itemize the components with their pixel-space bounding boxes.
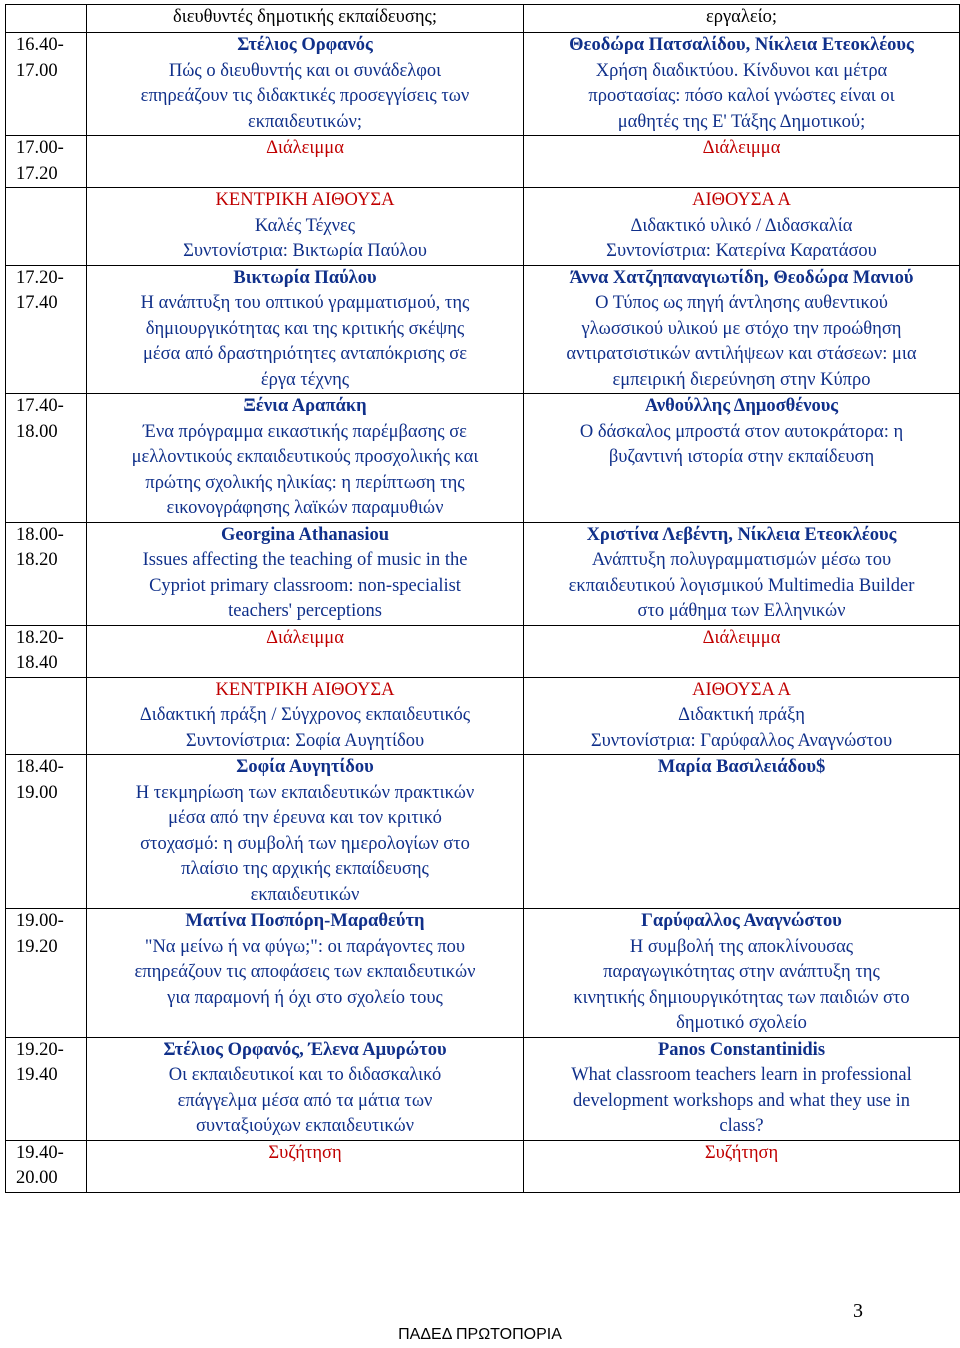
session-main-hall <box>87 394 524 523</box>
session-text-line: Οι εκπαιδευτικοί και το διδασκαλικό <box>168 1065 442 1085</box>
session-text-line: συνταξιούχων εκπαιδευτικών <box>195 1116 415 1136</box>
schedule-row <box>6 677 960 755</box>
session-text-line: Σοφία Αυγητίδου <box>236 757 374 777</box>
session-text-line: Γαρύφαλλος Αναγνώστου <box>641 911 842 931</box>
time-slot <box>6 755 87 909</box>
session-text-line: Cypriot primary classroom: non-specialist <box>149 575 461 596</box>
time-slot <box>6 265 87 394</box>
session-text-line: "Να μείνω ή να φύγω;": οι παράγοντες που <box>144 936 466 957</box>
schedule-row <box>6 909 960 1038</box>
session-room-a <box>524 33 960 136</box>
session-text-line: Ανθούλλης Δημοσθένους <box>644 396 839 416</box>
session-room-a <box>524 394 960 523</box>
time-slot-part: 17.00- <box>16 138 64 158</box>
session-text-line: Συντονίστρια: Σοφία Αυγητίδου <box>185 730 425 751</box>
schedule-row <box>6 5 960 33</box>
session-text-line: για παραμονή ή όχι στο σχολείο τους <box>167 987 443 1008</box>
session-text-line: εργαλείο; <box>706 7 777 27</box>
session-text-line: Ξένια Αραπάκη <box>243 396 367 416</box>
session-text-line: Georgina Athanasiou <box>220 524 390 545</box>
schedule-row <box>6 188 960 266</box>
time-slot-part: 16.40- <box>16 35 64 55</box>
session-text-line: δημοτικό σχολείο <box>676 1013 807 1033</box>
session-text-line: Καλές Τέχνες <box>254 215 356 236</box>
schedule-row <box>6 755 960 909</box>
session-main-hall <box>87 188 524 266</box>
session-main-hall <box>87 1140 524 1192</box>
time-slot <box>6 1037 87 1140</box>
schedule-row <box>6 33 960 136</box>
session-text-line: Μαρία Βασιλειάδου$ <box>657 757 826 777</box>
session-text-line: Στέλιος Ορφανός <box>237 35 373 55</box>
session-text-line: επηρεάζουν τις αποφάσεις των εκπαιδευτικών <box>134 962 476 982</box>
session-text-line: Συζήτηση <box>268 1142 342 1163</box>
session-room-a <box>524 1140 960 1192</box>
session-text-line: Χρήση διαδικτύου. Κίνδυνοι και μέτρα <box>595 60 888 81</box>
time-slot <box>6 33 87 136</box>
session-text-line: εμπειρική διερεύνηση στην Κύπρο <box>612 369 871 390</box>
time-slot <box>6 136 87 188</box>
session-room-a <box>524 909 960 1038</box>
time-slot-part: 18.20 <box>16 550 58 570</box>
session-main-hall <box>87 33 524 136</box>
session-text-line: Ένα πρόγραμμα εικαστικής παρέμβασης σε <box>143 421 467 442</box>
session-text-line: παραγωγικότητας στην ανάπτυξη της <box>603 962 880 982</box>
session-main-hall <box>87 522 524 625</box>
time-slot-part: 20.00 <box>16 1168 58 1188</box>
session-room-a <box>524 136 960 188</box>
time-slot <box>6 677 87 755</box>
session-text-line: εκπαιδευτικού λογισμικού Multimedia Builder <box>568 575 915 596</box>
session-main-hall <box>87 677 524 755</box>
session-text-line: Διάλειμμα <box>702 138 781 158</box>
session-text-line: ΚΕΝΤΡΙΚΗ ΑΙΘΟΥΣΑ <box>215 679 395 700</box>
session-main-hall <box>87 909 524 1038</box>
session-main-hall <box>87 755 524 909</box>
session-main-hall <box>87 625 524 677</box>
session-text-line: Διδακτική πράξη / Σύγχρονος εκπαιδευτικός <box>139 705 471 725</box>
session-text-line: ΑΙΘΟΥΣΑ Α <box>692 190 791 210</box>
time-slot-part: 19.40- <box>16 1142 64 1163</box>
session-text-line: Διδακτική πράξη <box>678 705 805 725</box>
session-text-line: επηρεάζουν τις διδακτικές προσεγγίσεις των <box>140 86 470 106</box>
page-footer: ΠΑΔΕΔ ΠΡΩΤΟΠΟΡΙΑ <box>398 1326 562 1343</box>
session-text-line: Ματίνα Ποσπόρη-Μαραθεύτη <box>185 911 425 931</box>
time-slot-part: 18.40- <box>16 757 64 777</box>
time-slot-part: 17.40 <box>16 293 58 313</box>
schedule-row <box>6 625 960 677</box>
session-text-line: επάγγελμα μέσα από τα μάτια των <box>177 1090 433 1111</box>
session-text-line: Συντονίστρια: Βικτωρία Παύλου <box>183 241 427 261</box>
schedule-row <box>6 394 960 523</box>
schedule-row <box>6 136 960 188</box>
session-text-line: Issues affecting the teaching of music in the <box>142 550 468 570</box>
session-text-line: Ο δάσκαλος μπροστά στον αυτοκράτορα: η <box>579 421 904 442</box>
session-text-line: μαθητές της Ε' Τάξης Δημοτικού; <box>617 111 866 132</box>
time-slot-part: 17.40- <box>16 396 64 416</box>
session-text-line: Στέλιος Ορφανός, Έλενα Αμυρώτου <box>163 1039 447 1060</box>
time-slot-part: 18.20- <box>16 627 64 648</box>
session-text-line: εκπαιδευτικών; <box>248 111 362 132</box>
session-room-a <box>524 5 960 33</box>
session-text-line: development workshops and what they use in <box>572 1090 911 1111</box>
time-slot-part: 19.00- <box>16 911 64 931</box>
schedule-row <box>6 1140 960 1192</box>
time-slot-part: 19.20- <box>16 1039 64 1060</box>
session-text-line: Διάλειμμα <box>266 138 344 158</box>
time-slot-part: 17.20- <box>16 267 64 288</box>
session-text-line: μέσα από δραστηριότητες ανταπόκρισης σε <box>143 344 467 364</box>
time-slot-part: 17.00 <box>16 60 58 81</box>
time-slot-part: 18.40 <box>16 653 58 673</box>
time-slot-part: 19.20 <box>16 936 58 957</box>
session-text-line: Ο Τύπος ως πηγή άντλησης αυθεντικού <box>595 293 888 313</box>
session-room-a <box>524 755 960 909</box>
session-text-line: μελλοντικούς εκπαιδευτικούς προσχολικής και <box>131 447 479 467</box>
session-text-line: έργα τέχνης <box>260 369 350 390</box>
session-text-line: Διάλειμμα <box>266 627 344 648</box>
time-slot <box>6 5 87 33</box>
time-slot-part: 19.40 <box>16 1065 58 1085</box>
session-text-line: Η συμβολή της αποκλίνουσας <box>629 936 854 957</box>
session-text-line: Panos Constantinidis <box>657 1039 826 1060</box>
session-text-line: What classroom teachers learn in professional <box>571 1065 912 1085</box>
session-text-line: Συντονίστρια: Γαρύφαλλος Αναγνώστου <box>590 730 893 751</box>
schedule-row <box>6 1037 960 1140</box>
session-text-line: βυζαντινή ιστορία στην εκπαίδευση <box>608 447 875 467</box>
session-main-hall <box>87 1037 524 1140</box>
session-text-line: μέσα από την έρευνα και τον κριτικό <box>168 808 442 828</box>
time-slot <box>6 1140 87 1192</box>
session-text-line: Συζήτηση <box>704 1142 779 1163</box>
session-text-line: δημιουργικότητας και της κριτικής σκέψης <box>145 318 465 339</box>
session-text-line: Η τεκμηρίωση των εκπαιδευτικών πρακτικών <box>135 782 475 803</box>
session-text-line: Πώς ο διευθυντής και οι συνάδελφοι <box>168 60 442 81</box>
session-text-line: teachers' perceptions <box>228 601 382 621</box>
session-text-line: διευθυντές δημοτικής εκπαίδευσης; <box>173 7 437 27</box>
session-text-line: εκπαιδευτικών <box>250 884 360 905</box>
session-text-line: ΚΕΝΤΡΙΚΗ ΑΙΘΟΥΣΑ <box>215 190 395 210</box>
session-text-line: γλωσσικού υλικού με στόχο την προώθηση <box>581 318 902 339</box>
time-slot <box>6 625 87 677</box>
session-room-a <box>524 522 960 625</box>
session-text-line: προστασίας: πόσο καλοί γνώστες είναι οι <box>588 86 895 106</box>
session-text-line: πρώτης σχολικής ηλικίας: η περίπτωση της <box>145 472 465 493</box>
session-text-line: Διάλειμμα <box>702 627 781 648</box>
time-slot <box>6 909 87 1038</box>
session-room-a <box>524 625 960 677</box>
session-main-hall <box>87 265 524 394</box>
session-text-line: Ανάπτυξη πολυγραμματισμών μέσω του <box>591 550 892 570</box>
session-text-line: class? <box>719 1116 764 1136</box>
session-main-hall <box>87 5 524 33</box>
page-number: 3 <box>853 1300 863 1322</box>
session-text-line: στο μάθημα των Ελληνικών <box>637 601 846 621</box>
time-slot <box>6 522 87 625</box>
session-text-line: Χριστίνα Λεβέντη, Νίκλεια Ετεοκλέους <box>586 524 897 545</box>
schedule-body <box>6 5 960 1193</box>
session-text-line: Η ανάπτυξη του οπτικού γραμματισμού, της <box>140 293 470 313</box>
session-text-line: Συντονίστρια: Κατερίνα Καρατάσου <box>606 241 877 261</box>
session-room-a <box>524 677 960 755</box>
session-text-line: Θεοδώρα Πατσαλίδου, Νίκλεια Ετεοκλέους <box>569 35 914 55</box>
session-text-line: Βικτωρία Παύλου <box>233 267 377 288</box>
session-room-a <box>524 265 960 394</box>
time-slot-part: 18.00- <box>16 524 64 545</box>
session-text-line: Διδακτικό υλικό / Διδασκαλία <box>630 215 853 236</box>
time-slot-part: 17.20 <box>16 163 58 184</box>
schedule-row <box>6 265 960 394</box>
session-room-a <box>524 188 960 266</box>
session-text-line: πλαίσιο της αρχικής εκπαίδευσης <box>181 859 429 879</box>
schedule-row <box>6 522 960 625</box>
session-text-line: εικονογράφησης λαϊκών παραμυθιών <box>166 498 444 518</box>
session-text-line: ΑΙΘΟΥΣΑ Α <box>692 679 791 700</box>
time-slot-part: 18.00 <box>16 421 58 442</box>
schedule-table <box>5 4 960 1193</box>
time-slot <box>6 188 87 266</box>
session-room-a <box>524 1037 960 1140</box>
session-text-line: κινητικής δημιουργικότητας των παιδιών στο <box>573 987 910 1008</box>
session-main-hall <box>87 136 524 188</box>
session-text-line: αντιρατσιστικών αντιλήψεων και στάσεων: μια <box>566 344 917 364</box>
session-text-line: Άννα Χατζηπαναγιωτίδη, Θεοδώρα Μανιού <box>569 267 914 288</box>
time-slot-part: 19.00 <box>16 782 58 803</box>
time-slot <box>6 394 87 523</box>
session-text-line: στοχασμό: η συμβολή των ημερολογίων στο <box>140 833 470 854</box>
